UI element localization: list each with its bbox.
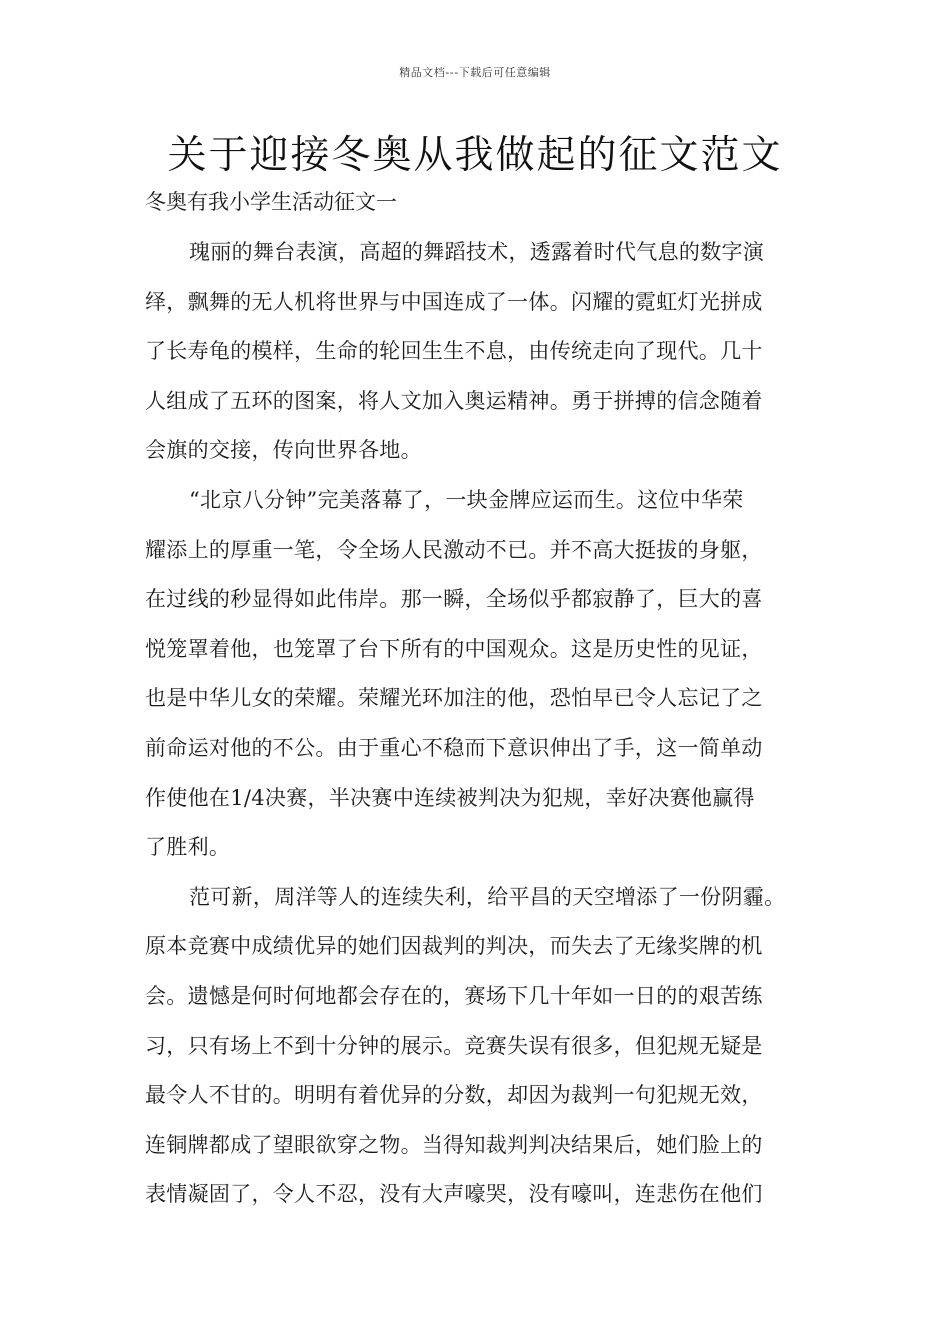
paragraph-line: 悦笼罩着他，也笼罩了台下所有的中国观众。这是历史性的见证， xyxy=(145,636,763,661)
paragraph-line: 连铜牌都成了望眼欲穿之物。当得知裁判判决结果后，她们脸上的 xyxy=(145,1132,763,1157)
document-body xyxy=(145,228,825,1220)
paragraph-line: 人组成了五环的图案，将人文加入奥运精神。勇于拼搏的信念随着 xyxy=(145,388,763,413)
document-subtitle: 冬奥有我小学生活动征文一 xyxy=(145,190,397,214)
paragraph-line: “北京八分钟”完美落幕了，一块金牌应运而生。这位中华荣 xyxy=(189,487,744,512)
paragraph-line: 习，只有场上不到十分钟的展示。竞赛失误有很多，但犯规无疑是 xyxy=(145,1033,763,1058)
paragraph-line: 绎，飘舞的无人机将世界与中国连成了一体。闪耀的霓虹灯光拼成 xyxy=(145,289,763,314)
paragraph-line: 在过线的秒显得如此伟岸。那一瞬，全场似乎都寂静了，巨大的喜 xyxy=(145,587,763,612)
paragraph-line: 最令人不甘的。明明有着优异的分数，却因为裁判一句犯规无效， xyxy=(145,1083,763,1108)
paragraph-line: 作使他在1/4决赛，半决赛中连续被判决为犯规，幸好决赛他赢得 xyxy=(145,785,755,810)
paragraph-line: 范可新，周洋等人的连续失利，给平昌的天空增添了一份阴霾。 xyxy=(189,884,786,909)
paragraph-line: 会。遗憾是何时何地都会存在的，赛场下几十年如一日的的艰苦练 xyxy=(145,983,763,1008)
paragraph-line: 表情凝固了，令人不忍，没有大声嚎哭，没有嚎叫，连悲伤在他们 xyxy=(145,1182,763,1207)
paragraph-line: 也是中华儿女的荣耀。荣耀光环加注的他，恐怕早已令人忘记了之 xyxy=(145,686,763,711)
paragraph-line: 了长寿龟的模样，生命的轮回生生不息，由传统走向了现代。几十 xyxy=(145,339,763,364)
paragraph-line: 前命运对他的不公。由于重心不稳而下意识伸出了手，这一简单动 xyxy=(145,735,763,760)
paragraph-line: 了胜利。 xyxy=(145,835,231,860)
paragraph-line: 耀添上的厚重一笔，令全场人民激动不已。并不高大挺拔的身躯， xyxy=(145,537,763,562)
page-title: 关于迎接冬奥从我做起的征文范文 xyxy=(167,133,783,178)
paragraph-line: 原本竞赛中成绩优异的她们因裁判的判决，而失去了无缘奖牌的机 xyxy=(145,934,763,959)
paragraph-line: 瑰丽的舞台表演，高超的舞蹈技术，透露着时代气息的数字演 xyxy=(189,240,765,264)
header-note: 精品文档---下载后可任意编辑 xyxy=(399,66,551,79)
paragraph-line: 会旗的交接，传向世界各地。 xyxy=(145,438,422,463)
